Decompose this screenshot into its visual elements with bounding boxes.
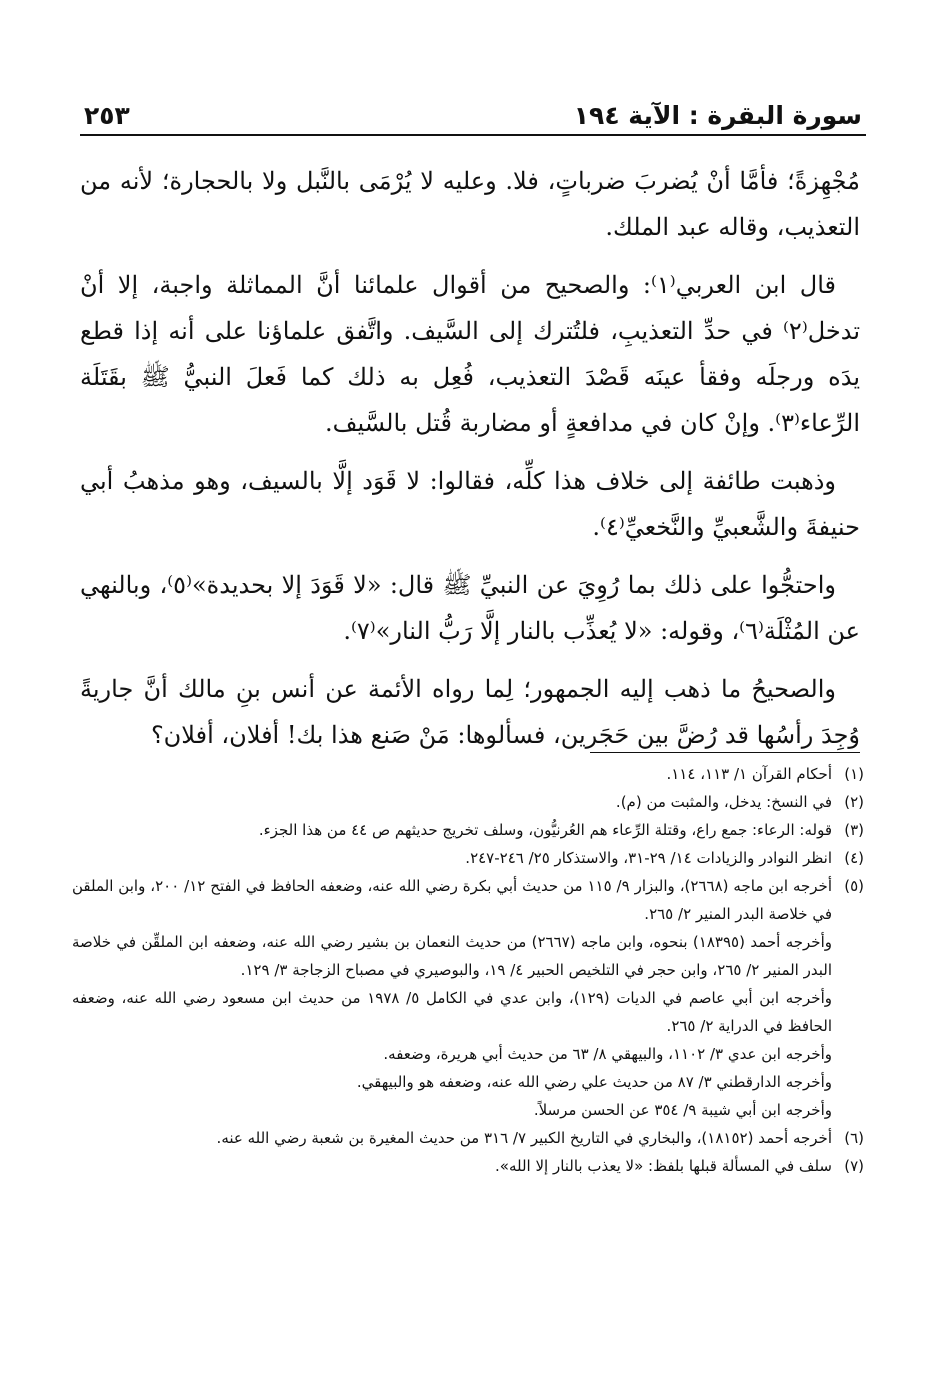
footnote bbox=[72, 844, 864, 872]
footnote-number: (٢) bbox=[844, 793, 864, 811]
footnote bbox=[72, 1152, 864, 1180]
footnote-text: أخرجه أحمد (١٨١٥٢)، والبخاري في التاريخ الكبير ٧/ ٣١٦ من حديث المغيرة بن شعبة رضي الله عنه. bbox=[216, 1129, 832, 1147]
page-number: ٢٥٣ bbox=[84, 101, 130, 130]
footnote-number: (٤) bbox=[844, 849, 864, 867]
paragraph: والصحيحُ ما ذهب إليه الجمهور؛ لِما رواه الأئمة عن أنس بنِ مالك أنَّ جاريةً وُجِدَ رأسُها قد رُضَّ بين حَجَرين، فسألوها: مَنْ صَنع هذا بك! أفلان، أفلان؟ bbox=[80, 675, 860, 749]
footnote-text: وأخرجه الدارقطني ٣/ ٨٧ من حديث علي رضي الله عنه، وضعفه هو والبيهقي. bbox=[356, 1073, 832, 1091]
footnote-text: وأخرجه أحمد (١٨٣٩٥) بنحوه، وابن ماجه (٢٦٦٧) من حديث النعمان بن بشير رضي الله عنه، وضعفه ابن الملقِّن في خلاصة البدر المنير ٢/ ٢٦٥، وابن حجر في التلخيص الحبير ٤/ ١٩، والبوصيري في مصباح الزجاجة ٣/ ١٢٩. bbox=[72, 933, 832, 979]
footnote-text: قوله: الرعاء: جمع راع، وقتلة الرِّعاء هم العُرنيُّون، وسلف تخريج حديثهم ص ٤٤ من هذا الجزء. bbox=[258, 821, 832, 839]
footnote bbox=[72, 788, 864, 816]
paragraph: قال ابن العربي⁽١⁾: والصحيح من أقوال علمائنا أنَّ المماثلة واجبة، إلا أنْ تدخل⁽٢⁾ في حدِّ التعذيبِ، فلتُترك إلى السَّيف. واتَّفق علماؤنا على أنه إذا قطع يدَه ورجلَه وفقأ عينَه قَصْدَ التعذيب، فُعِل به ذلك كما فَعلَ النبيُّ ﷺ بقَتَلَة الرِّعاء⁽٣⁾. وإنْ كان في مدافعةٍ أو مضاربة قُتل بالسَّيف. bbox=[80, 271, 860, 437]
footnote-number: (٣) bbox=[844, 821, 864, 839]
footnote-text: وأخرجه ابن أبي عاصم في الديات (١٢٩)، وابن عدي في الكامل ٥/ ١٩٧٨ من حديث ابن مسعود رضي الله عنه، وضعفه الحافظ في الدراية ٢/ ٢٦٥. bbox=[72, 989, 832, 1035]
footnote-separator bbox=[590, 752, 860, 753]
running-header bbox=[84, 86, 862, 130]
main-text bbox=[80, 158, 860, 770]
footnote bbox=[72, 760, 864, 788]
footnote-text: انظر النوادر والزيادات ١٤/ ٢٩-٣١، والاستذكار ٢٥/ ٢٤٦-٢٤٧. bbox=[465, 849, 832, 867]
footnote bbox=[72, 816, 864, 844]
footnote-number: (٦) bbox=[844, 1129, 864, 1147]
header-rule bbox=[80, 134, 866, 136]
footnote-text: في النسخ: يدخل، والمثبت من (م). bbox=[615, 793, 832, 811]
footnotes bbox=[72, 760, 864, 1180]
footnote-text: أحكام القرآن ١/ ١١٣، ١١٤. bbox=[666, 765, 832, 783]
footnote-text: أخرجه ابن ماجه (٢٦٦٨)، والبزار ٩/ ١١٥ من حديث أبي بكرة رضي الله عنه، وضعفه الحافظ في الفتح ١٢/ ٢٠٠، وابن الملقن في خلاصة البدر المنير ٢/ ٢٦٥. bbox=[72, 877, 832, 923]
footnote-number: (٥) bbox=[844, 877, 864, 895]
footnote-text: وأخرجه ابن أبي شيبة ٩/ ٣٥٤ عن الحسن مرسلاً. bbox=[533, 1101, 832, 1119]
footnote-number: (١) bbox=[844, 765, 864, 783]
paragraph: وذهبت طائفة إلى خلاف هذا كلِّه، فقالوا: لا قَوَد إلَّا بالسيف، وهو مذهبُ أبي حنيفةَ والشَّعبيِّ والنَّخعيِّ⁽٤⁾. bbox=[80, 467, 860, 541]
footnote-number: (٧) bbox=[844, 1157, 864, 1175]
footnote-text: وأخرجه ابن عدي ٣/ ١١٠٢، والبيهقي ٨/ ٦٣ من حديث أبي هريرة، وضعفه. bbox=[383, 1045, 832, 1063]
paragraph: واحتجُّوا على ذلك بما رُوِيَ عن النبيِّ ﷺ قال: «لا قَوَدَ إلا بحديدة»⁽٥⁾، وبالنهي عن المُثْلَة⁽٦⁾، وقوله: «لا يُعذِّب بالنار إلَّا رَبُّ النار»⁽٧⁾. bbox=[80, 571, 860, 645]
paragraph: مُجْهِزةً؛ فأمَّا أنْ يُضربَ ضرباتٍ، فلا. وعليه لا يُرْمَى بالنَّبل ولا بالحجارة؛ لأنه من التعذيب، وقاله عبد الملك. bbox=[80, 167, 860, 241]
footnote-text: سلف في المسألة قبلها بلفظ: «لا يعذب بالنار إلا الله». bbox=[495, 1157, 832, 1175]
footnote bbox=[72, 872, 864, 1124]
footnote bbox=[72, 1124, 864, 1152]
running-title: سورة البقرة : الآية ١٩٤ bbox=[573, 101, 862, 130]
